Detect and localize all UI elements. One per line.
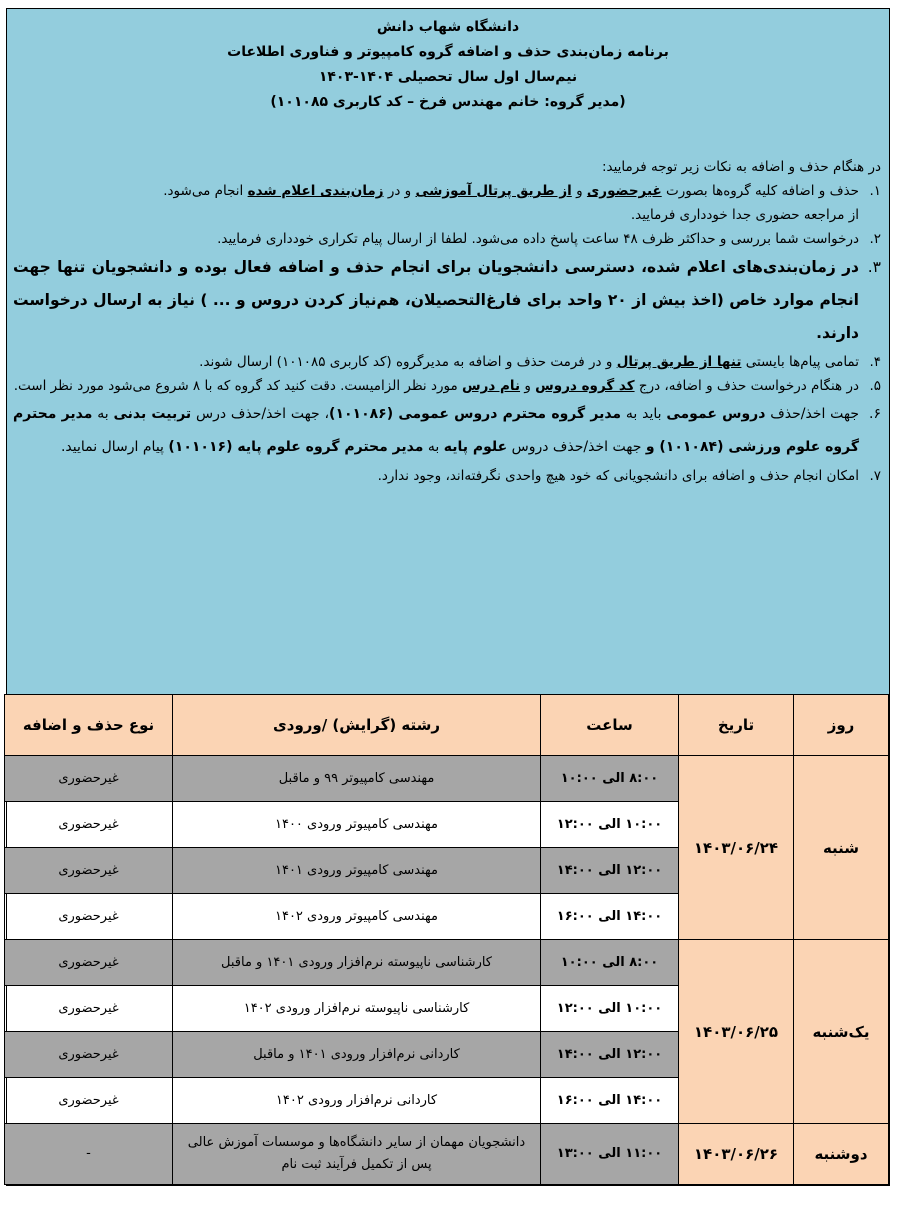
note-text: درخواست شما بررسی و حداکثر ظرف ۴۸ ساعت پاسخ داده می‌شود. لطفا از ارسال پیام تکراری خودداری فرمایید. bbox=[217, 231, 859, 247]
note-text: تمامی پیام‌ها بایستی bbox=[745, 354, 859, 370]
type-cell: غیرحضوری bbox=[5, 1078, 173, 1124]
note-emphasis: از طریق پرتال آموزشی bbox=[415, 183, 572, 199]
schedule-sheet bbox=[6, 8, 890, 1186]
note-emphasis: تنها از طریق پرتال bbox=[616, 354, 742, 370]
time-cell: ۸:۰۰ الی ۱۰:۰۰ bbox=[541, 756, 679, 802]
note-text: ، جهت اخذ/حذف درس bbox=[196, 406, 330, 422]
notes-list bbox=[7, 179, 889, 488]
note-emphasis: نام درس bbox=[461, 378, 521, 394]
note-text: حذف و اضافه کلیه گروه‌ها بصورت bbox=[666, 183, 859, 199]
note-text: و در bbox=[387, 183, 412, 199]
field-cell: مهندسی کامپیوتر ورودی ۱۴۰۲ bbox=[173, 894, 541, 940]
note-text: جهت اخذ/حذف bbox=[770, 406, 860, 422]
date-cell: ۱۴۰۳/۰۶/۲۵ bbox=[679, 940, 794, 1124]
table-row bbox=[5, 940, 889, 986]
type-cell: غیرحضوری bbox=[5, 756, 173, 802]
time-cell: ۱۰:۰۰ الی ۱۲:۰۰ bbox=[541, 986, 679, 1032]
time-cell: ۱۰:۰۰ الی ۱۲:۰۰ bbox=[541, 802, 679, 848]
note-emphasis: کد گروه دروس bbox=[535, 378, 635, 394]
note-text: و در فرمت حذف و اضافه به مدیرگروه (کد کاربری ۱۰۱۰۸۵) ارسال شوند. bbox=[199, 354, 613, 370]
note-number: ۶. bbox=[869, 406, 881, 422]
type-cell: غیرحضوری bbox=[5, 1032, 173, 1078]
note-number: ۵. bbox=[869, 378, 881, 394]
note-emphasis: مدیر گروه محترم دروس عمومی (۱۰۱۰۸۶) bbox=[329, 406, 622, 422]
note-emphasis: علوم پایه bbox=[443, 439, 508, 455]
manager-line: (مدیر گروه: خانم مهندس فرخ – کد کاربری ۱۰۱۰۸۵) bbox=[270, 94, 626, 110]
field-cell: کاردانی نرم‌افزار ورودی ۱۴۰۲ bbox=[173, 1078, 541, 1124]
note-emphasis: تربیت بدنی bbox=[113, 406, 192, 422]
table-row bbox=[5, 1124, 889, 1185]
note-4 bbox=[7, 350, 889, 374]
date-cell: ۱۴۰۳/۰۶/۲۶ bbox=[679, 1124, 794, 1185]
header-date: تاریخ bbox=[679, 695, 794, 756]
document-title: برنامه زمان‌بندی حذف و اضافه گروه کامپیوتر و فناوری اطلاعات bbox=[227, 44, 669, 60]
note-text: به bbox=[97, 406, 109, 422]
field-cell: کارشناسی ناپیوسته نرم‌افزار ورودی ۱۴۰۲ bbox=[173, 986, 541, 1032]
field-cell: دانشجویان مهمان از سایر دانشگاه‌ها و موسسات آموزش عالی پس از تکمیل فرآیند ثبت نام bbox=[173, 1124, 541, 1185]
note-number: ۷. bbox=[869, 468, 881, 484]
note-text: امکان انجام حذف و اضافه برای دانشجویانی که خود هیچ واحدی نگرفته‌اند، وجود ندارد. bbox=[377, 468, 859, 484]
note-text: از مراجعه حضوری جدا خودداری فرمایید. bbox=[630, 207, 859, 223]
note-3 bbox=[7, 251, 889, 350]
field-cell: مهندسی کامپیوتر ورودی ۱۴۰۰ bbox=[173, 802, 541, 848]
header-day: روز bbox=[794, 695, 889, 756]
time-cell: ۱۱:۰۰ الی ۱۳:۰۰ bbox=[541, 1124, 679, 1185]
type-cell: غیرحضوری bbox=[5, 986, 173, 1032]
type-cell: غیرحضوری bbox=[5, 802, 173, 848]
note-emphasis: زمان‌بندی اعلام شده bbox=[247, 183, 384, 199]
note-text: و bbox=[524, 378, 531, 394]
type-cell: غیرحضوری bbox=[5, 894, 173, 940]
note-text: در زمان‌بندی‌های اعلام شده، دسترسی دانشجویان برای انجام حذف و اضافه فعال بوده و دانشجویان تنها جهت انجام موارد خاص (اخذ بیش از ۲۰ واحد برای فارغ‌التحصیلان، هم‌نیاز کردن دروس و ... ) نیاز به ارسال درخواست دارند. bbox=[13, 258, 859, 342]
time-cell: ۱۴:۰۰ الی ۱۶:۰۰ bbox=[541, 1078, 679, 1124]
note-text: به bbox=[427, 439, 440, 455]
note-2 bbox=[7, 227, 889, 251]
note-text: در هنگام درخواست حذف و اضافه، درج bbox=[638, 378, 859, 394]
note-emphasis: دروس عمومی bbox=[666, 406, 766, 422]
day-cell: شنبه bbox=[794, 756, 889, 940]
time-cell: ۸:۰۰ الی ۱۰:۰۰ bbox=[541, 940, 679, 986]
note-text: جهت اخذ/حذف دروس bbox=[511, 439, 642, 455]
note-text: پیام ارسال نمایید. bbox=[60, 439, 164, 455]
note-text: مورد نظر الزامیست. دقت کنید کد گروه که با ۸ شروع می‌شود مورد نظر است. bbox=[13, 378, 458, 394]
type-cell: - bbox=[5, 1124, 173, 1185]
header-field: رشته (گرایش) /ورودی bbox=[173, 695, 541, 756]
note-number: ۲. bbox=[869, 231, 881, 247]
note-emphasis: غیرحضوری bbox=[586, 183, 662, 199]
note-7 bbox=[7, 464, 889, 488]
schedule-table bbox=[4, 694, 889, 1185]
note-number: ۴. bbox=[869, 354, 881, 370]
type-cell: غیرحضوری bbox=[5, 848, 173, 894]
note-number: ۳. bbox=[867, 258, 881, 276]
header-type: نوع حذف و اضافه bbox=[5, 695, 173, 756]
field-cell: مهندسی کامپیوتر ۹۹ و ماقبل bbox=[173, 756, 541, 802]
university-name: دانشگاه شهاب دانش bbox=[376, 19, 520, 35]
note-1 bbox=[7, 179, 889, 227]
header-section bbox=[7, 9, 889, 694]
time-cell: ۱۲:۰۰ الی ۱۴:۰۰ bbox=[541, 1032, 679, 1078]
note-5 bbox=[7, 374, 889, 398]
field-cell: مهندسی کامپیوتر ورودی ۱۴۰۱ bbox=[173, 848, 541, 894]
note-text: انجام می‌شود. bbox=[163, 183, 244, 199]
note-emphasis: مدیر محترم گروه علوم پایه (۱۰۱۰۱۶) bbox=[168, 439, 424, 455]
note-number: ۱. bbox=[869, 183, 881, 199]
note-6 bbox=[7, 398, 889, 464]
type-cell: غیرحضوری bbox=[5, 940, 173, 986]
note-emphasis: مدیر محترم گروه علوم ورزشی (۱۰۱۰۸۴) و bbox=[13, 406, 859, 455]
notes-intro: در هنگام حذف و اضافه به نکات زیر توجه فرمایید: bbox=[601, 159, 881, 175]
note-text: باید به bbox=[625, 406, 662, 422]
field-cell: کارشناسی ناپیوسته نرم‌افزار ورودی ۱۴۰۱ و ماقبل bbox=[173, 940, 541, 986]
field-cell: کاردانی نرم‌افزار ورودی ۱۴۰۱ و ماقبل bbox=[173, 1032, 541, 1078]
table-row bbox=[5, 756, 889, 802]
time-cell: ۱۲:۰۰ الی ۱۴:۰۰ bbox=[541, 848, 679, 894]
date-cell: ۱۴۰۳/۰۶/۲۴ bbox=[679, 756, 794, 940]
header-time: ساعت bbox=[541, 695, 679, 756]
day-cell: دوشنبه bbox=[794, 1124, 889, 1185]
day-cell: یک‌شنبه bbox=[794, 940, 889, 1124]
table-header-row bbox=[5, 695, 889, 756]
semester-line: نیم‌سال اول سال تحصیلی ۱۴۰۴-۱۴۰۳ bbox=[318, 69, 578, 85]
time-cell: ۱۴:۰۰ الی ۱۶:۰۰ bbox=[541, 894, 679, 940]
note-text: و bbox=[576, 183, 583, 199]
